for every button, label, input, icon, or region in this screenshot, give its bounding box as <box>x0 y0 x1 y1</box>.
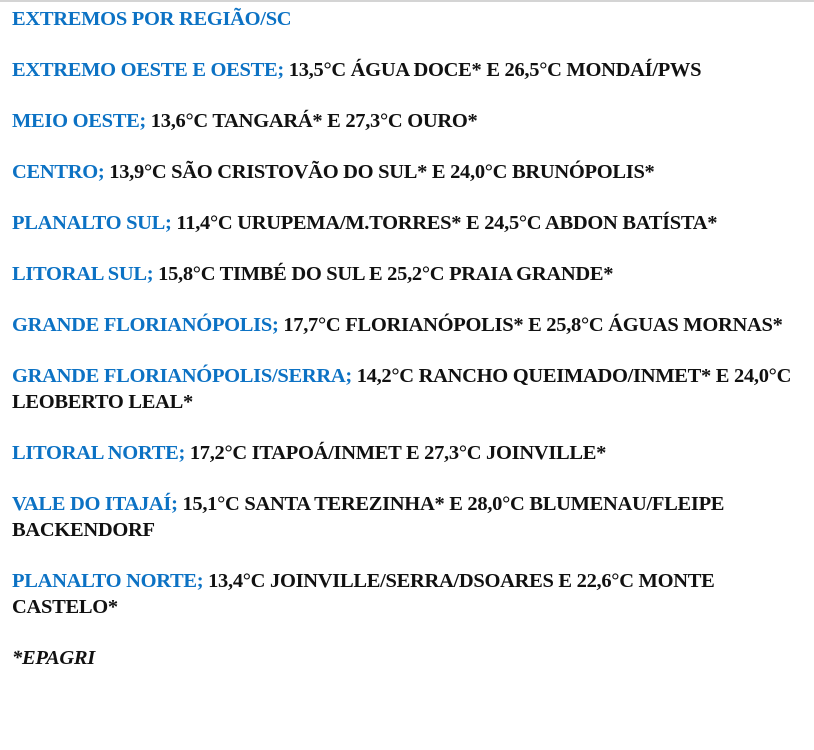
region-extremes: 11,4°C URUPEMA/M.TORRES* E 24,5°C ABDON BATÍSTA* <box>176 212 718 234</box>
region-entry <box>12 108 812 134</box>
region-extremes: 13,4°C JOINVILLE/SERRA/DSOARES E 22,6°C MONTE CASTELO* <box>12 570 715 618</box>
region-name: GRANDE FLORIANÓPOLIS; <box>12 314 279 336</box>
region-name: EXTREMO OESTE E OESTE; <box>12 59 284 81</box>
region-entry <box>12 210 812 236</box>
region-extremes: 17,2°C ITAPOÁ/INMET E 27,3°C JOINVILLE* <box>189 442 607 464</box>
region-entry <box>12 261 812 287</box>
region-entry <box>12 159 812 185</box>
region-name: PLANALTO SUL; <box>12 212 172 234</box>
region-name: CENTRO; <box>12 161 105 183</box>
region-extremes: 13,5°C ÁGUA DOCE* E 26,5°C MONDAÍ/PWS <box>288 59 702 81</box>
region-entry <box>12 363 812 415</box>
regions-list <box>12 57 812 620</box>
region-extremes: 13,6°C TANGARÁ* E 27,3°C OURO* <box>150 110 478 132</box>
region-extremes: 14,2°C RANCHO QUEIMADO/INMET* E 24,0°C LEOBERTO LEAL* <box>12 365 792 413</box>
region-entry <box>12 568 812 620</box>
region-extremes: 15,1°C SANTA TEREZINHA* E 28,0°C BLUMENAU/FLEIPE BACKENDORF <box>12 493 725 541</box>
document-title: EXTREMOS POR REGIÃO/SC <box>12 8 292 30</box>
region-entry <box>12 440 812 466</box>
footnote: *EPAGRI <box>12 647 95 669</box>
region-entry <box>12 491 812 543</box>
region-name: VALE DO ITAJAÍ; <box>12 493 178 515</box>
region-name: LITORAL SUL; <box>12 263 154 285</box>
region-extremes: 17,7°C FLORIANÓPOLIS* E 25,8°C ÁGUAS MORNAS* <box>283 314 783 336</box>
document-body <box>12 6 812 696</box>
region-name: PLANALTO NORTE; <box>12 570 204 592</box>
region-extremes: 15,8°C TIMBÉ DO SUL E 25,2°C PRAIA GRANDE* <box>158 263 614 285</box>
region-entry <box>12 57 812 83</box>
region-name: GRANDE FLORIANÓPOLIS/SERRA; <box>12 365 352 387</box>
region-extremes: 13,9°C SÃO CRISTOVÃO DO SUL* E 24,0°C BRUNÓPOLIS* <box>109 161 655 183</box>
region-name: LITORAL NORTE; <box>12 442 185 464</box>
region-entry <box>12 312 812 338</box>
region-name: MEIO OESTE; <box>12 110 146 132</box>
